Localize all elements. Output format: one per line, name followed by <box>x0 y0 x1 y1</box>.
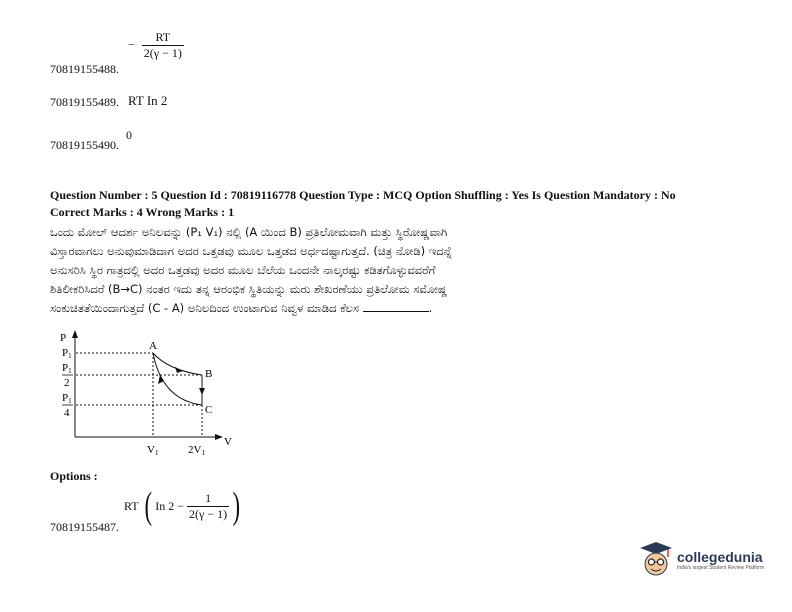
point-c: C <box>205 404 213 416</box>
question-line: ಶಿತಿಲೀಕರಿಸಿದರೆ (B→C) ನಂತರ ಇದು ತನ್ನ ಆರಂಭಿಕ ಸ್ಥಿತಿಯನ್ನು ಮರು ಶೇಖರಣೆಯು ಪ್ರತಿಲೋಮ ಸಮೋಷ್ಣ <box>50 282 448 296</box>
svg-text:P1: P1 <box>62 362 72 375</box>
point-a: A <box>149 340 157 352</box>
options-label: Options : <box>50 469 98 483</box>
option-prev-3-text: 0 <box>126 128 132 142</box>
svg-text:2: 2 <box>64 377 70 389</box>
p1-quarter-label <box>62 392 73 419</box>
v-axis-label: V <box>224 436 232 448</box>
question-body <box>50 223 750 318</box>
rt-prefix: RT <box>124 498 139 513</box>
bc-arrow <box>199 388 205 395</box>
svg-text:4: 4 <box>64 407 70 419</box>
question-line-text: ಸಂಕುಚಿತತೆಯಿಂದಾಗುತ್ತದೆ (C - A) ಅನಿಲದಿಂದ ಉಂಟಾಗುವ ನಿವ್ವಳ ಮಾಡಿದ ಕೆಲಸ <box>50 301 359 315</box>
right-paren: ) <box>232 485 241 527</box>
fraction <box>142 30 184 61</box>
option-prev-1-id: 70819155488. <box>50 62 119 76</box>
answer-blank <box>363 300 429 312</box>
question-header: Question Number : 5 Question Id : 70819116778 Question Type : MCQ Option Shuffling : Yes Is Question Mandatory : No <box>50 188 676 202</box>
question-line: ಅನುಸರಿಸಿ ಸ್ಥಿರ ಗಾತ್ರದಲ್ಲಿ ಅದರ ಒತ್ತಡವು ಅದರ ಮೂಲ ಬೆಲೆಯ ಒಂದನೇ ನಾಲ್ಕರಷ್ಟು ಕಡಿತಗೊಳ್ಳುವವರೆಗೆ <box>50 263 436 277</box>
v1-label: V1 <box>147 444 159 457</box>
option-prev-2-text: RT In 2 <box>128 93 168 108</box>
p1-label: P1 <box>62 347 72 360</box>
left-paren: ( <box>144 485 152 527</box>
p-axis-label: P <box>60 332 67 344</box>
fraction <box>187 491 229 522</box>
brand-name: collegedunia <box>677 549 763 565</box>
p1-half-label <box>62 362 73 389</box>
option-prev-2-id: 70819155489. <box>50 95 119 109</box>
denominator: 2(γ − 1) <box>143 46 182 60</box>
ln-term: In 2 − <box>155 498 185 513</box>
option-1-expression <box>124 487 243 525</box>
option-prev-3-id: 70819155490. <box>50 138 119 152</box>
period: . <box>428 301 433 315</box>
question-line: ವಿಸ್ತಾರವಾಗಲು ಅನುವುಮಾಡಿದಾಗ ಅದರ ಒತ್ತಡವು ಮೂಲ ಒತ್ತಡದ ಅರ್ಧದಷ್ಟಾಗುತ್ತದೆ. (ಚಿತ್ರ ನೋಡಿ) ಇದನ್ನೆ <box>50 244 453 258</box>
denominator: 2(γ − 1) <box>189 506 228 521</box>
option-prev-1-expression <box>128 30 184 61</box>
numerator: 1 <box>205 490 212 505</box>
p-axis-arrow <box>72 330 78 338</box>
option-1-id: 70819155487. <box>50 520 119 534</box>
question-marks: Correct Marks : 4 Wrong Marks : 1 <box>50 205 235 219</box>
graduate-mascot-icon <box>638 540 674 580</box>
v-axis-arrow <box>215 434 223 440</box>
brand-logo <box>638 540 764 580</box>
numerator: RT <box>155 30 171 44</box>
minus-sign: − <box>128 37 135 52</box>
v2-label: 2V1 <box>188 444 205 457</box>
question-line: ಒಂದು ಮೋಲ್ ಆದರ್ಶ ಅನಿಲವನ್ನು (P₁ V₁) ನಲ್ಲಿ (A ಯಿಂದ B) ಪ್ರತಿಲೋಮವಾಗಿ ಮತ್ತು ಸ್ಥಿರೋಷ್ಣವಾಗಿ <box>50 225 448 239</box>
pv-diagram <box>50 325 250 460</box>
brand-tagline: India's largest Student Review Platform <box>677 565 765 571</box>
question-line <box>50 299 750 318</box>
svg-text:P1: P1 <box>62 392 72 405</box>
point-b: B <box>205 368 213 380</box>
